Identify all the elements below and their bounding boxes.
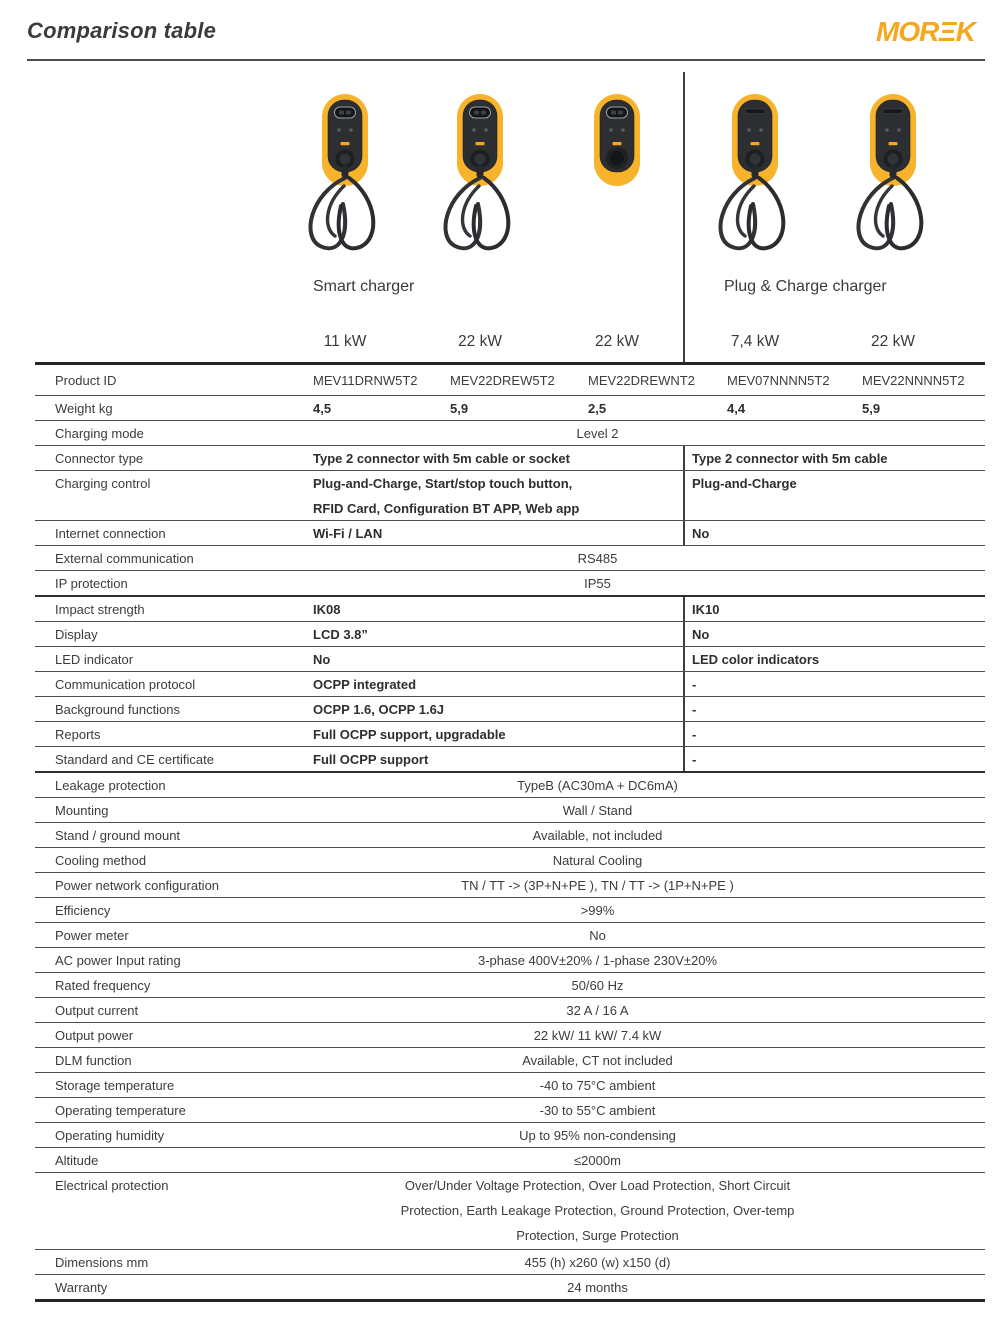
row-value-smart: Full OCPP support (313, 752, 429, 767)
row-value-smart: Type 2 connector with 5m cable or socket (313, 451, 570, 466)
row-value-plug: No (692, 627, 710, 642)
row-value: 455 (h) x260 (w) x150 (d) (524, 1255, 671, 1270)
row-value-plug: IK10 (692, 602, 720, 617)
row-value: 24 months (567, 1280, 628, 1295)
row-label: Communication protocol (55, 677, 196, 692)
table-row (35, 1275, 985, 1302)
row-value: MEV07NNNN5T2 (727, 373, 830, 388)
comparison-table (35, 320, 985, 1302)
row-value-smart: Full OCPP support, upgradable (313, 727, 506, 742)
table-row (35, 848, 985, 873)
row-label: AC power Input rating (55, 953, 181, 968)
row-label: IP protection (55, 576, 128, 591)
table-row (35, 571, 985, 597)
row-value-plug: - (692, 702, 697, 717)
row-value: MEV22DREWNT2 (588, 373, 695, 388)
row-value: MEV22DREW5T2 (450, 373, 555, 388)
row-value: TN / TT -> (3P+N+PE ), TN / TT -> (1P+N+PE ) (461, 878, 734, 893)
power-rating-header: 22 kW (871, 333, 915, 350)
row-label: Output current (55, 1003, 139, 1018)
row-label: Power network configuration (55, 878, 220, 893)
table-row (35, 898, 985, 923)
row-label: Leakage protection (55, 778, 166, 793)
row-label: Rated frequency (55, 978, 151, 993)
row-label: Stand / ground mount (55, 828, 181, 843)
row-value: ≤2000m (574, 1153, 621, 1168)
table-row (35, 823, 985, 848)
row-label: Background functions (55, 702, 181, 717)
table-row (35, 396, 985, 421)
row-value-smart: Plug-and-Charge, Start/stop touch button, RFID Card, Configuration BT APP, Web app (313, 476, 580, 516)
row-value: 22 kW/ 11 kW/ 7.4 kW (533, 1028, 662, 1043)
row-label: Efficiency (55, 903, 111, 918)
row-value-smart: IK08 (313, 602, 341, 617)
table-row (35, 948, 985, 973)
row-value: 5,9 (450, 401, 469, 416)
table-row (35, 365, 985, 396)
table-row (35, 1023, 985, 1048)
row-value: Over/Under Voltage Protection, Over Load Protection, Short Circuit Protection, Earth Leakage Protection, Ground Protection, Over-temp Protection, Surge Protection (400, 1178, 795, 1243)
table-row (35, 1073, 985, 1098)
row-label: Product ID (55, 373, 117, 388)
row-label: Altitude (55, 1153, 99, 1168)
row-value: 50/60 Hz (571, 978, 624, 993)
row-label: Display (55, 627, 98, 642)
row-label: Weight kg (55, 401, 113, 416)
power-rating-header: 22 kW (458, 333, 502, 350)
table-row (35, 1148, 985, 1173)
row-value: TypeB (AC30mA + DC6mA) (517, 778, 678, 793)
table-row (35, 521, 985, 546)
table-row (35, 647, 985, 672)
row-value-plug: LED color indicators (692, 652, 820, 667)
row-value-smart: No (313, 652, 331, 667)
row-value: MEV11DRNW5T2 (313, 373, 418, 388)
row-value: Natural Cooling (552, 853, 643, 868)
table-row (35, 1098, 985, 1123)
table-row (35, 998, 985, 1023)
group-label-plug: Plug & Charge charger (724, 278, 887, 295)
table-body (35, 365, 985, 1302)
table-row (35, 597, 985, 622)
row-value: 32 A / 16 A (566, 1003, 629, 1018)
row-label: Dimensions mm (55, 1255, 149, 1270)
row-value: Wall / Stand (562, 803, 633, 818)
row-label: Warranty (55, 1280, 108, 1295)
row-value: RS485 (577, 551, 618, 566)
row-label: Reports (55, 727, 101, 742)
table-row (35, 421, 985, 446)
row-label: Connector type (55, 451, 144, 466)
charger-image-smart-cable (295, 86, 395, 261)
morek-logo: MORΞK (876, 16, 975, 47)
charger-image-smart-cable (430, 86, 530, 261)
table-row (35, 546, 985, 571)
row-value-smart: Wi-Fi / LAN (313, 526, 383, 541)
table-row (35, 747, 985, 773)
row-value: >99% (580, 903, 615, 918)
row-label: External communication (55, 551, 194, 566)
row-value: -30 to 55°C ambient (539, 1103, 656, 1118)
table-row (35, 446, 985, 471)
power-rating-header: 7,4 kW (730, 333, 780, 350)
table-row (35, 873, 985, 898)
group-label-smart: Smart charger (313, 278, 415, 295)
row-value: 4,4 (727, 401, 746, 416)
row-label: Internet connection (55, 526, 166, 541)
table-row (35, 672, 985, 697)
table-row (35, 471, 985, 521)
charger-image-plug-cable (843, 86, 943, 261)
power-rating-header: 11 kW (323, 333, 367, 350)
row-value: Level 2 (576, 426, 619, 441)
header-divider (27, 59, 985, 61)
row-value-plug: Plug-and-Charge (692, 476, 797, 491)
row-label: Impact strength (55, 602, 145, 617)
table-row (35, 622, 985, 647)
row-value-smart: OCPP integrated (313, 677, 417, 692)
charger-image-smart-socket (567, 86, 667, 261)
page-title: Comparison table (27, 18, 217, 43)
table-row (35, 798, 985, 823)
row-label: DLM function (55, 1053, 132, 1068)
charger-image-plug-cable (705, 86, 805, 261)
row-label: Electrical protection (55, 1178, 169, 1193)
table-row (35, 1123, 985, 1148)
row-label: Power meter (55, 928, 129, 943)
row-label: Operating humidity (55, 1128, 165, 1143)
row-label: Cooling method (55, 853, 147, 868)
table-row (35, 1048, 985, 1073)
power-rating-header: 22 kW (595, 333, 639, 350)
table-row (35, 722, 985, 747)
row-value-plug: - (692, 752, 697, 767)
table-row (35, 923, 985, 948)
row-value-smart: LCD 3.8” (313, 627, 368, 642)
row-value: 5,9 (862, 401, 881, 416)
row-label: Operating temperature (55, 1103, 186, 1118)
table-row (35, 697, 985, 722)
row-value: 3-phase 400V±20% / 1-phase 230V±20% (477, 953, 718, 968)
row-label: Charging control (55, 476, 151, 491)
row-value: Up to 95% non-condensing (519, 1128, 676, 1143)
row-value: 4,5 (313, 401, 332, 416)
row-value-plug: No (692, 526, 710, 541)
row-value: MEV22NNNN5T2 (862, 373, 965, 388)
table-row (35, 1250, 985, 1275)
row-label: Standard and CE certificate (55, 752, 214, 767)
row-label: Output power (55, 1028, 134, 1043)
table-row (35, 973, 985, 998)
row-value-plug: - (692, 677, 697, 692)
row-label: Storage temperature (55, 1078, 175, 1093)
row-value: Available, not included (532, 828, 663, 843)
table-row (35, 1173, 985, 1250)
row-value-plug: Type 2 connector with 5m cable (692, 451, 888, 466)
row-label: Charging mode (55, 426, 144, 441)
row-label: LED indicator (55, 652, 134, 667)
table-row (35, 773, 985, 798)
row-label: Mounting (55, 803, 109, 818)
row-value: No (589, 928, 606, 943)
row-value-smart: OCPP 1.6, OCPP 1.6J (313, 702, 445, 717)
row-value: IP55 (584, 576, 611, 591)
row-value: 2,5 (588, 401, 607, 416)
row-value-plug: - (692, 727, 697, 742)
power-header-row (35, 320, 985, 365)
row-value: Available, CT not included (522, 1053, 673, 1068)
row-value: -40 to 75°C ambient (539, 1078, 656, 1093)
